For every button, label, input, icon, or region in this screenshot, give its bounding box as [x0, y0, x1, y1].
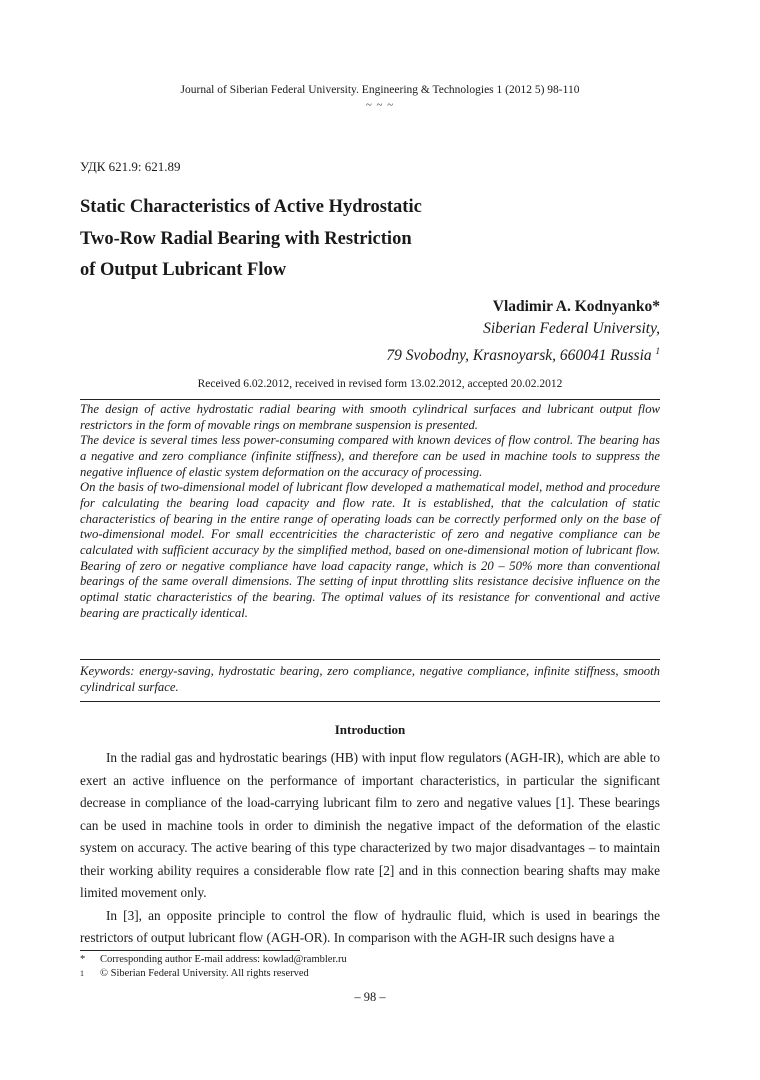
paper-title	[80, 192, 560, 287]
footnote-text: © Siberian Federal University. All rights reserved	[100, 968, 309, 979]
section-heading: Introduction	[334, 722, 406, 737]
keywords-top-rule	[80, 659, 660, 660]
author-name: Vladimir A. Kodnyanko*	[492, 298, 660, 315]
affiliation-line	[386, 340, 660, 367]
title-line: Two-Row Radial Bearing with Restriction	[80, 228, 412, 249]
journal-header: Journal of Siberian Federal University. Engineering & Technologies 1 (2012 5) 98-110	[180, 84, 580, 96]
abstract-top-rule	[80, 399, 660, 400]
abstract-paragraph: The design of active hydrostatic radial bearing with smooth cylindrical surfaces and lubricant output flow restrictors in the form of movable rings on membrane suspension is presented.	[80, 402, 660, 432]
page-number: – 98 –	[354, 990, 386, 1004]
keywords: Keywords: energy-saving, hydrostatic bearing, zero compliance, negative compliance, infinite stiffness, smooth cylindrical surface.	[80, 664, 660, 694]
introduction-body	[80, 747, 660, 950]
abstract	[80, 402, 660, 621]
title-line: of Output Lubricant Flow	[80, 260, 287, 280]
affiliation-footnote-mark: 1	[655, 346, 660, 356]
received-dates: Received 6.02.2012, received in revised form 13.02.2012, accepted 20.02.2012	[197, 378, 563, 390]
title-line: Static Characteristics of Active Hydrostatic	[80, 197, 422, 217]
udk-code: УДК 621.9: 621.89	[80, 159, 181, 174]
abstract-paragraph: On the basis of two-dimensional model of lubricant flow developed a mathematical model, method and procedure for calculating the bearing load capacity and flow rate. It is established, that the calculation of static characteristics of bearing in the entire range of operating loads can be correctly performed only on the base of two-dimensional model. For small eccentricities the characteristic of zero and negative compliance can be calculated with sufficient accuracy by the simplified method, based on one-dimensional motion of lubricant flow. Bearing of zero or negative compliance have load capacity range, which is 20 – 50% more than conventional bearings of the same overall dimensions. The setting of input throttling slits resistance decisive influence on the optimal static characteristics of the bearing. The optimal values of its resistance for conventional and active bearing are practically identical.	[80, 480, 660, 620]
affiliation-line: Siberian Federal University,	[483, 320, 660, 337]
footnotes	[80, 953, 347, 981]
footnote	[80, 967, 347, 981]
footnote-mark: 1	[80, 969, 84, 978]
author-block	[386, 296, 660, 367]
footnote-mark: *	[80, 954, 86, 965]
footnote	[80, 953, 347, 967]
footnote-text: Corresponding author E-mail address: kowlad@rambler.ru	[100, 954, 347, 965]
footnote-rule	[80, 950, 300, 951]
body-paragraph: In [3], an opposite principle to control the flow of hydraulic fluid, which is used in bearings the restrictors of output lubricant flow (AGH-OR). In comparison with the AGH-IR such designs have a	[80, 907, 660, 945]
abstract-paragraph: The device is several times less power-consuming compared with known devices of flow control. The bearing has a negative and zero compliance (infinite stiffness), and therefore can be used in machine tools to suppress the negative influence of elastic system deformation on the accuracy of processing.	[80, 433, 660, 479]
affiliation-address: 79 Svobodny, Krasnoyarsk, 660041 Russia	[386, 347, 652, 365]
header-separator: ~ ~ ~	[365, 99, 395, 111]
keywords-bottom-rule	[80, 701, 660, 702]
body-paragraph: In the radial gas and hydrostatic bearings (HB) with input flow regulators (AGH-IR), which are able to exert an active influence on the performance of important characteristics, in particular the significant decrease in compliance of the load-carrying lubricant film to zero and negative values [1]. These bearings can be used in machine tools in order to diminish the negative impact of the deformation of the elastic system on accuracy. The active bearing of this type characterized by two major disadvantages – to maintain their working ability requires a considerable flow rate [2] and in this connection bearing shafts may make limited movement only.	[80, 750, 660, 900]
